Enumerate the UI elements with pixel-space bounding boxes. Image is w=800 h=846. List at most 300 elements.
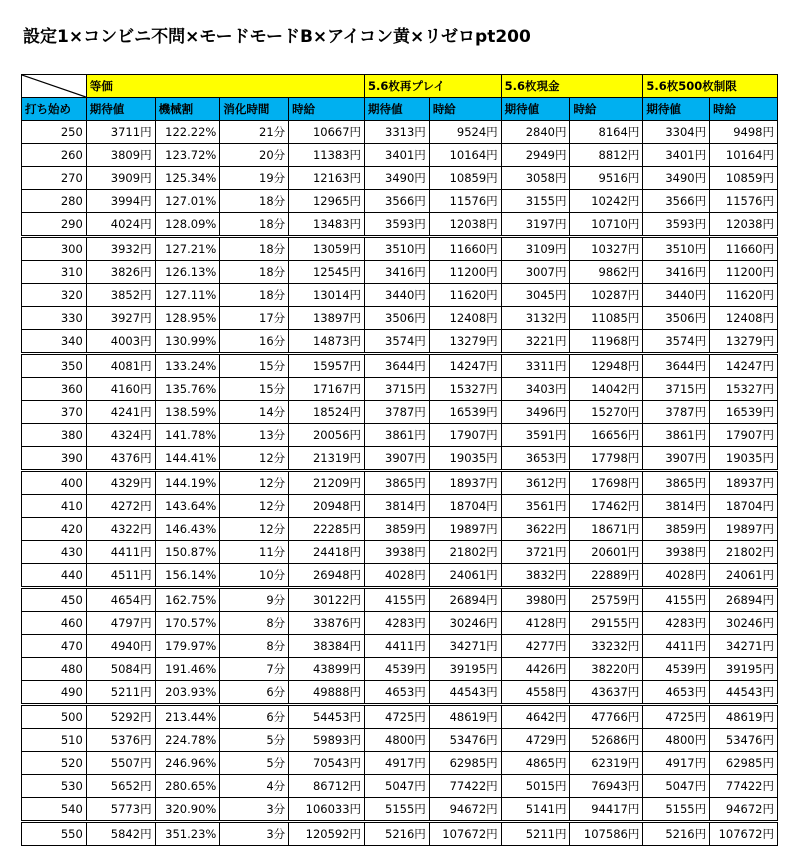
table-cell: 11分	[220, 541, 289, 564]
table-cell: 127.21%	[155, 237, 220, 261]
table-cell: 49888円	[289, 681, 365, 705]
table-cell: 13279円	[429, 330, 501, 354]
page-title: 設定1×コンビニ不問×モードモードB×アイコン黄×リゼロpt200	[23, 27, 531, 47]
table-cell: 3440円	[365, 284, 430, 307]
table-row	[22, 401, 778, 424]
table-row	[22, 447, 778, 471]
table-row	[22, 167, 778, 190]
table-cell: 39195円	[429, 658, 501, 681]
table-cell: 4411円	[365, 635, 430, 658]
table-cell: 14247円	[429, 354, 501, 378]
table-cell: 270	[22, 167, 87, 190]
table-row	[22, 237, 778, 261]
table-cell: 4329円	[86, 471, 155, 495]
table-cell: 4128円	[501, 612, 570, 635]
table-row	[22, 121, 778, 144]
table-cell: 4081円	[86, 354, 155, 378]
table-cell: 10287円	[570, 284, 643, 307]
table-cell: 246.96%	[155, 752, 220, 775]
table-cell: 125.34%	[155, 167, 220, 190]
table-cell: 15957円	[289, 354, 365, 378]
table-cell: 4940円	[86, 635, 155, 658]
table-cell: 17167円	[289, 378, 365, 401]
table-cell: 11383円	[289, 144, 365, 167]
column-header: 期待値	[86, 98, 155, 121]
table-cell: 8分	[220, 612, 289, 635]
table-row	[22, 471, 778, 495]
table-cell: 3938円	[365, 541, 430, 564]
table-row	[22, 354, 778, 378]
table-cell: 3787円	[365, 401, 430, 424]
table-cell: 11660円	[429, 237, 501, 261]
table-cell: 3622円	[501, 518, 570, 541]
table-cell: 5分	[220, 752, 289, 775]
table-cell: 5376円	[86, 729, 155, 752]
table-cell: 280.65%	[155, 775, 220, 798]
table-cell: 126.13%	[155, 261, 220, 284]
table-cell: 94672円	[710, 798, 778, 822]
table-cell: 470	[22, 635, 87, 658]
table-cell: 6分	[220, 705, 289, 729]
table-cell: 3401円	[643, 144, 710, 167]
table-cell: 135.76%	[155, 378, 220, 401]
table-cell: 4653円	[643, 681, 710, 705]
table-cell: 17907円	[710, 424, 778, 447]
table-cell: 12545円	[289, 261, 365, 284]
table-cell: 143.64%	[155, 495, 220, 518]
table-cell: 350	[22, 354, 87, 378]
table-row	[22, 261, 778, 284]
table-cell: 10分	[220, 564, 289, 588]
table-cell: 14042円	[570, 378, 643, 401]
table-cell: 460	[22, 612, 87, 635]
table-cell: 94672円	[429, 798, 501, 822]
table-cell: 48619円	[429, 705, 501, 729]
table-row	[22, 681, 778, 705]
corner-cell	[22, 75, 87, 98]
table-cell: 8812円	[570, 144, 643, 167]
table-cell: 24061円	[429, 564, 501, 588]
table-row	[22, 424, 778, 447]
table-cell: 38220円	[570, 658, 643, 681]
table-cell: 17分	[220, 307, 289, 330]
table-cell: 4272円	[86, 495, 155, 518]
table-cell: 4322円	[86, 518, 155, 541]
table-cell: 11200円	[429, 261, 501, 284]
table-cell: 77422円	[710, 775, 778, 798]
table-cell: 138.59%	[155, 401, 220, 424]
table-cell: 3861円	[365, 424, 430, 447]
table-cell: 4376円	[86, 447, 155, 471]
table-cell: 19897円	[429, 518, 501, 541]
table-cell: 3045円	[501, 284, 570, 307]
table-cell: 11620円	[710, 284, 778, 307]
table-cell: 20948円	[289, 495, 365, 518]
table-row	[22, 729, 778, 752]
table-cell: 3612円	[501, 471, 570, 495]
table-cell: 127.01%	[155, 190, 220, 213]
table-cell: 30122円	[289, 588, 365, 612]
table-cell: 4725円	[365, 705, 430, 729]
table-cell: 13014円	[289, 284, 365, 307]
table-cell: 4283円	[643, 612, 710, 635]
table-cell: 4642円	[501, 705, 570, 729]
table-cell: 123.72%	[155, 144, 220, 167]
table-cell: 20601円	[570, 541, 643, 564]
table-cell: 94417円	[570, 798, 643, 822]
table-row	[22, 307, 778, 330]
table-cell: 9862円	[570, 261, 643, 284]
table-cell: 146.43%	[155, 518, 220, 541]
column-header: 期待値	[501, 98, 570, 121]
table-cell: 3994円	[86, 190, 155, 213]
table-cell: 141.78%	[155, 424, 220, 447]
table-cell: 4729円	[501, 729, 570, 752]
table-cell: 3506円	[643, 307, 710, 330]
table-cell: 320.90%	[155, 798, 220, 822]
table-cell: 59893円	[289, 729, 365, 752]
table-cell: 18524円	[289, 401, 365, 424]
table-row	[22, 588, 778, 612]
table-cell: 4511円	[86, 564, 155, 588]
table-row	[22, 284, 778, 307]
table-cell: 3分	[220, 822, 289, 846]
table-cell: 10859円	[429, 167, 501, 190]
column-header-row	[22, 98, 778, 121]
table-cell: 203.93%	[155, 681, 220, 705]
table-cell: 43637円	[570, 681, 643, 705]
table-cell: 3311円	[501, 354, 570, 378]
table-cell: 4411円	[86, 541, 155, 564]
table-cell: 290	[22, 213, 87, 237]
table-cell: 500	[22, 705, 87, 729]
table-cell: 12分	[220, 447, 289, 471]
table-cell: 18分	[220, 237, 289, 261]
table-cell: 9524円	[429, 121, 501, 144]
table-cell: 12分	[220, 471, 289, 495]
table-cell: 450	[22, 588, 87, 612]
table-cell: 310	[22, 261, 87, 284]
table-cell: 21802円	[710, 541, 778, 564]
table-cell: 3109円	[501, 237, 570, 261]
table-cell: 34271円	[429, 635, 501, 658]
table-cell: 3401円	[365, 144, 430, 167]
table-cell: 10242円	[570, 190, 643, 213]
table-cell: 10164円	[710, 144, 778, 167]
table-cell: 5084円	[86, 658, 155, 681]
table-cell: 510	[22, 729, 87, 752]
table-cell: 21分	[220, 121, 289, 144]
table-cell: 13483円	[289, 213, 365, 237]
table-cell: 3490円	[643, 167, 710, 190]
table-cell: 25759円	[570, 588, 643, 612]
table-cell: 3510円	[365, 237, 430, 261]
table-cell: 4800円	[365, 729, 430, 752]
table-cell: 5216円	[365, 822, 430, 846]
table-cell: 4653円	[365, 681, 430, 705]
table-cell: 15分	[220, 354, 289, 378]
table-cell: 3574円	[365, 330, 430, 354]
table-cell: 9498円	[710, 121, 778, 144]
table-cell: 21209円	[289, 471, 365, 495]
table-row	[22, 822, 778, 846]
table-cell: 3561円	[501, 495, 570, 518]
table-cell: 20分	[220, 144, 289, 167]
table-row	[22, 635, 778, 658]
table-cell: 3865円	[365, 471, 430, 495]
table-cell: 12分	[220, 518, 289, 541]
table-cell: 5分	[220, 729, 289, 752]
table-cell: 107672円	[710, 822, 778, 846]
table-cell: 144.19%	[155, 471, 220, 495]
table-cell: 12408円	[429, 307, 501, 330]
table-cell: 10164円	[429, 144, 501, 167]
table-cell: 13897円	[289, 307, 365, 330]
group-header-row	[22, 75, 778, 98]
table-cell: 77422円	[429, 775, 501, 798]
table-cell: 8分	[220, 635, 289, 658]
table-cell: 3440円	[643, 284, 710, 307]
table-cell: 3304円	[643, 121, 710, 144]
table-cell: 54453円	[289, 705, 365, 729]
table-cell: 11620円	[429, 284, 501, 307]
table-cell: 3932円	[86, 237, 155, 261]
table-cell: 19035円	[429, 447, 501, 471]
table-cell: 17698円	[570, 471, 643, 495]
table-cell: 44543円	[429, 681, 501, 705]
table-cell: 4155円	[365, 588, 430, 612]
table-cell: 2840円	[501, 121, 570, 144]
table-cell: 330	[22, 307, 87, 330]
table-cell: 128.09%	[155, 213, 220, 237]
table-cell: 12分	[220, 495, 289, 518]
table-cell: 33232円	[570, 635, 643, 658]
table-cell: 18937円	[710, 471, 778, 495]
table-cell: 30246円	[429, 612, 501, 635]
table-cell: 133.24%	[155, 354, 220, 378]
table-cell: 30246円	[710, 612, 778, 635]
table-cell: 5211円	[501, 822, 570, 846]
table-cell: 34271円	[710, 635, 778, 658]
table-cell: 26948円	[289, 564, 365, 588]
table-cell: 410	[22, 495, 87, 518]
table-cell: 76943円	[570, 775, 643, 798]
table-cell: 3591円	[501, 424, 570, 447]
table-cell: 3711円	[86, 121, 155, 144]
table-cell: 3510円	[643, 237, 710, 261]
table-cell: 3809円	[86, 144, 155, 167]
table-cell: 3787円	[643, 401, 710, 424]
table-cell: 3416円	[365, 261, 430, 284]
table-row	[22, 564, 778, 588]
column-header: 機械割	[155, 98, 220, 121]
table-cell: 62319円	[570, 752, 643, 775]
table-cell: 4917円	[365, 752, 430, 775]
table-cell: 3715円	[365, 378, 430, 401]
table-cell: 120592円	[289, 822, 365, 846]
group-header-cash: 5.6枚現金	[501, 75, 643, 98]
table-cell: 490	[22, 681, 87, 705]
table-cell: 4277円	[501, 635, 570, 658]
expected-value-table	[21, 74, 778, 846]
table-cell: 3832円	[501, 564, 570, 588]
table-cell: 12948円	[570, 354, 643, 378]
table-cell: 3574円	[643, 330, 710, 354]
table-cell: 5842円	[86, 822, 155, 846]
table-cell: 13分	[220, 424, 289, 447]
table-cell: 156.14%	[155, 564, 220, 588]
column-header: 打ち始め	[22, 98, 87, 121]
table-cell: 24418円	[289, 541, 365, 564]
table-cell: 144.41%	[155, 447, 220, 471]
table-row	[22, 378, 778, 401]
table-row	[22, 798, 778, 822]
table-cell: 9分	[220, 588, 289, 612]
table-cell: 11576円	[429, 190, 501, 213]
table-cell: 340	[22, 330, 87, 354]
table-cell: 53476円	[710, 729, 778, 752]
table-cell: 520	[22, 752, 87, 775]
table-cell: 3644円	[643, 354, 710, 378]
table-cell: 3715円	[643, 378, 710, 401]
table-row	[22, 775, 778, 798]
table-cell: 9516円	[570, 167, 643, 190]
table-cell: 3814円	[365, 495, 430, 518]
table-cell: 16分	[220, 330, 289, 354]
table-cell: 38384円	[289, 635, 365, 658]
table-cell: 18671円	[570, 518, 643, 541]
table-cell: 4539円	[643, 658, 710, 681]
table-cell: 18分	[220, 261, 289, 284]
table-cell: 127.11%	[155, 284, 220, 307]
table-cell: 17798円	[570, 447, 643, 471]
column-header: 時給	[570, 98, 643, 121]
table-cell: 351.23%	[155, 822, 220, 846]
table-cell: 106033円	[289, 798, 365, 822]
table-cell: 86712円	[289, 775, 365, 798]
table-cell: 480	[22, 658, 87, 681]
table-cell: 16539円	[710, 401, 778, 424]
table-cell: 4797円	[86, 612, 155, 635]
table-cell: 29155円	[570, 612, 643, 635]
table-cell: 3909円	[86, 167, 155, 190]
table-cell: 4283円	[365, 612, 430, 635]
table-cell: 12038円	[710, 213, 778, 237]
table-cell: 2949円	[501, 144, 570, 167]
table-cell: 3927円	[86, 307, 155, 330]
table-cell: 26894円	[429, 588, 501, 612]
table-cell: 4028円	[365, 564, 430, 588]
table-cell: 48619円	[710, 705, 778, 729]
table-cell: 5211円	[86, 681, 155, 705]
table-cell: 70543円	[289, 752, 365, 775]
table-cell: 3907円	[365, 447, 430, 471]
table-cell: 53476円	[429, 729, 501, 752]
table-cell: 17462円	[570, 495, 643, 518]
table-cell: 39195円	[710, 658, 778, 681]
column-header: 消化時間	[220, 98, 289, 121]
table-cell: 3814円	[643, 495, 710, 518]
table-cell: 430	[22, 541, 87, 564]
table-cell: 13279円	[710, 330, 778, 354]
table-cell: 3653円	[501, 447, 570, 471]
table-cell: 22285円	[289, 518, 365, 541]
table-cell: 18704円	[710, 495, 778, 518]
table-cell: 4917円	[643, 752, 710, 775]
table-cell: 15327円	[710, 378, 778, 401]
table-cell: 10667円	[289, 121, 365, 144]
table-cell: 18分	[220, 284, 289, 307]
table-cell: 62985円	[710, 752, 778, 775]
table-cell: 440	[22, 564, 87, 588]
table-cell: 4725円	[643, 705, 710, 729]
column-header: 時給	[289, 98, 365, 121]
table-cell: 11085円	[570, 307, 643, 330]
table-cell: 4024円	[86, 213, 155, 237]
table-cell: 5292円	[86, 705, 155, 729]
table-cell: 3403円	[501, 378, 570, 401]
table-cell: 122.22%	[155, 121, 220, 144]
table-cell: 3826円	[86, 261, 155, 284]
table-cell: 3566円	[643, 190, 710, 213]
table-cell: 62985円	[429, 752, 501, 775]
table-row	[22, 705, 778, 729]
table-cell: 4241円	[86, 401, 155, 424]
table-cell: 4426円	[501, 658, 570, 681]
table-cell: 3859円	[365, 518, 430, 541]
table-cell: 3593円	[643, 213, 710, 237]
table-cell: 420	[22, 518, 87, 541]
table-cell: 26894円	[710, 588, 778, 612]
table-cell: 250	[22, 121, 87, 144]
table-cell: 4411円	[643, 635, 710, 658]
table-cell: 3852円	[86, 284, 155, 307]
table-cell: 3566円	[365, 190, 430, 213]
table-cell: 540	[22, 798, 87, 822]
table-cell: 4539円	[365, 658, 430, 681]
table-cell: 6分	[220, 681, 289, 705]
table-cell: 33876円	[289, 612, 365, 635]
table-cell: 18704円	[429, 495, 501, 518]
table-cell: 5216円	[643, 822, 710, 846]
table-cell: 3938円	[643, 541, 710, 564]
table-cell: 3分	[220, 798, 289, 822]
table-cell: 15分	[220, 378, 289, 401]
table-cell: 3865円	[643, 471, 710, 495]
table-cell: 390	[22, 447, 87, 471]
table-cell: 24061円	[710, 564, 778, 588]
table-cell: 5155円	[365, 798, 430, 822]
table-cell: 10327円	[570, 237, 643, 261]
table-cell: 128.95%	[155, 307, 220, 330]
table-cell: 13059円	[289, 237, 365, 261]
table-cell: 4800円	[643, 729, 710, 752]
table-cell: 11576円	[710, 190, 778, 213]
table-cell: 4558円	[501, 681, 570, 705]
table-cell: 15327円	[429, 378, 501, 401]
table-cell: 3907円	[643, 447, 710, 471]
table-cell: 3313円	[365, 121, 430, 144]
table-cell: 3197円	[501, 213, 570, 237]
table-cell: 4028円	[643, 564, 710, 588]
table-cell: 191.46%	[155, 658, 220, 681]
table-cell: 3490円	[365, 167, 430, 190]
table-cell: 4160円	[86, 378, 155, 401]
column-header: 期待値	[643, 98, 710, 121]
table-cell: 300	[22, 237, 87, 261]
table-cell: 20056円	[289, 424, 365, 447]
table-cell: 5507円	[86, 752, 155, 775]
